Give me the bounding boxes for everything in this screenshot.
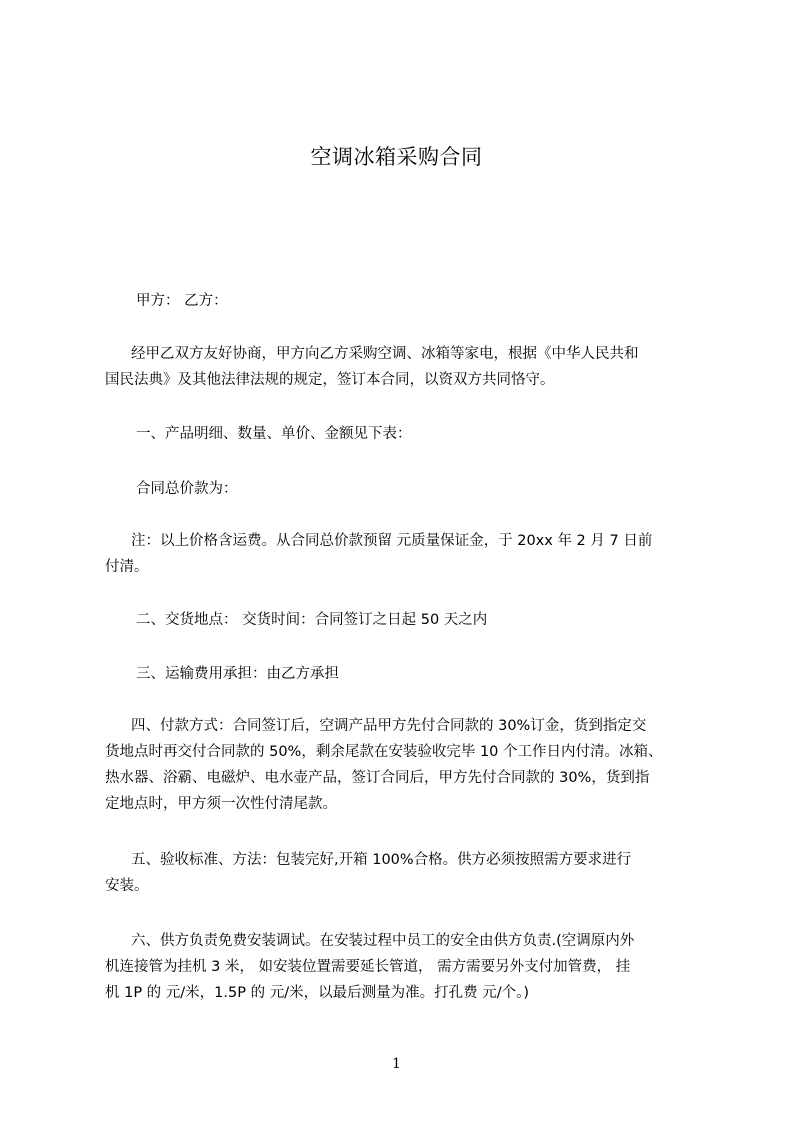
parties-text: 甲方： 乙方： <box>136 293 228 309</box>
parties-line <box>105 288 707 314</box>
clause-6 <box>105 928 707 1006</box>
intro-line-2: 国民法典》及其他法律法规的规定，签订本合同，以资双方共同恪守。 <box>105 372 555 388</box>
clause-2 <box>105 607 707 633</box>
clause-4-line-4: 定地点时，甲方须一次性付清尾款。 <box>105 796 337 812</box>
clause-4-line-1: 四、付款方式：合同签订后，空调产品甲方先付合同款的 30%订金，货到指定交 <box>131 718 647 734</box>
clause-2-text: 二、交货地点： 交货时间：合同签订之日起 50 天之内 <box>136 612 488 628</box>
clause-4-line-2: 货地点时再交付合同款的 50%，剩余尾款在安装验收完毕 10 个工作日内付清。冰箱、 <box>105 744 663 760</box>
clause-3-text: 三、运输费用承担：由乙方承担 <box>136 666 339 682</box>
page-number: 1 <box>392 1056 401 1072</box>
total-price-text: 合同总价款为： <box>136 481 238 497</box>
total-price <box>105 476 707 502</box>
note-line-1: 注：以上价格含运费。从合同总价款预留 元质量保证金，于 20xx 年 2 月 7 日前 <box>131 533 653 549</box>
clause-5 <box>105 847 707 899</box>
intro-line-1: 经甲乙双方友好协商，甲方向乙方采购空调、冰箱等家电，根据《中华人民共和 <box>131 346 639 362</box>
note-line-2: 付清。 <box>105 559 149 575</box>
clause-6-line-3: 机 1P 的 元/米，1.5P 的 元/米，以最后测量为准。打孔费 元/个。) <box>105 985 529 1001</box>
clause-5-line-2: 安装。 <box>105 878 149 894</box>
note-paragraph <box>105 528 707 580</box>
clause-6-line-2: 机连接管为挂机 3 米， 如安装位置需要延长管道， 需方需要另外支付加管费， 挂 <box>105 959 631 975</box>
clause-3 <box>105 661 707 687</box>
clause-4 <box>105 713 707 817</box>
document-title: 空调冰箱采购合同 <box>310 145 483 169</box>
clause-6-line-1: 六、供方负责免费安装调试。在安装过程中员工的安全由供方负责.(空调原内外 <box>131 933 635 949</box>
clause-1 <box>105 421 707 447</box>
intro-paragraph <box>105 341 707 393</box>
clause-4-line-3: 热水器、浴霸、电磁炉、电水壶产品，签订合同后，甲方先付合同款的 30%，货到指 <box>105 770 650 786</box>
clause-5-line-1: 五、验收标准、方法：包装完好,开箱 100%合格。供方必须按照需方要求进行 <box>131 852 632 868</box>
clause-1-text: 一、产品明细、数量、单价、金额见下表： <box>136 426 412 442</box>
